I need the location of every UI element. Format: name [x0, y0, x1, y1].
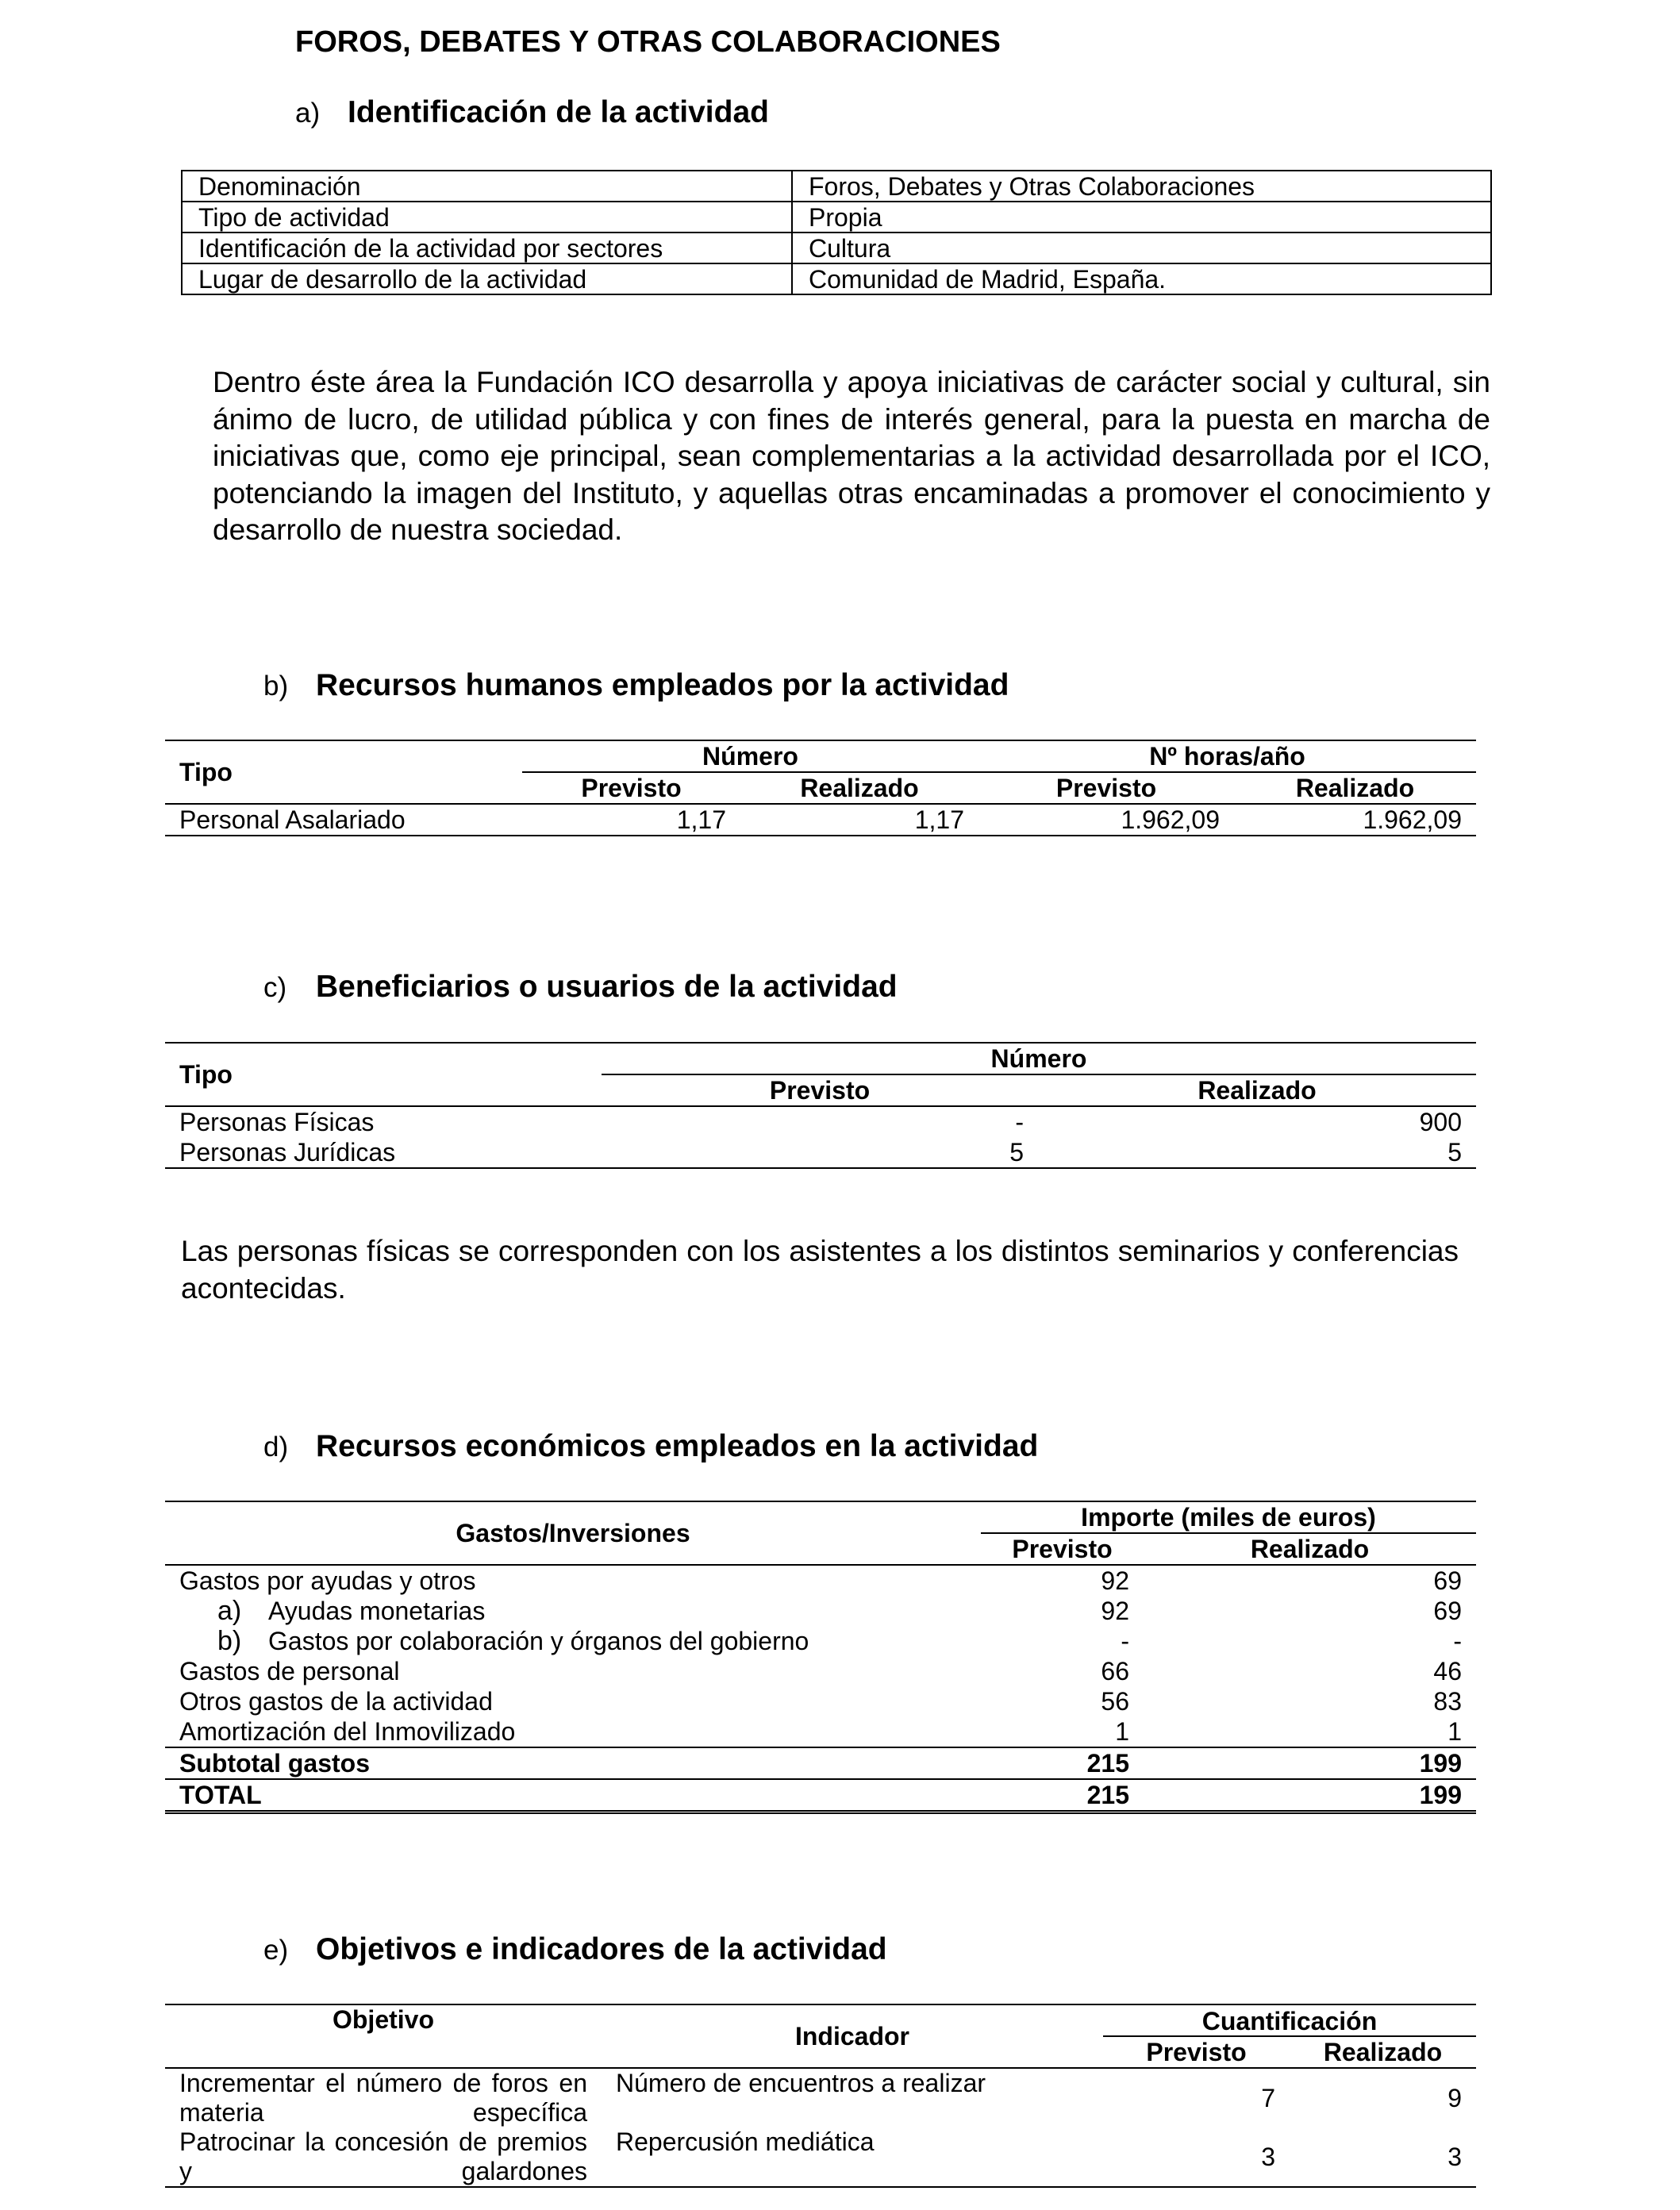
cell-label: Otros gastos de la actividad [179, 1687, 493, 1716]
cell-num-realizado: 1,17 [914, 805, 964, 834]
cell-realizado: 9 [1447, 2084, 1462, 2112]
section-d-letter: d) [263, 1432, 289, 1462]
section-e-heading [263, 1932, 887, 1967]
cell-indicador: Repercusión mediática [616, 2127, 875, 2156]
total-row [165, 1779, 1476, 1812]
col-indicador: Indicador [794, 2022, 909, 2050]
cell-objetivo: Patrocinar la concesión de premios y galardones [179, 2127, 587, 2185]
id-label: Identificación de la actividad por sectores [182, 233, 792, 263]
item-letter: a) [217, 1596, 242, 1626]
col-previsto: Previsto [1012, 1535, 1113, 1563]
id-label: Lugar de desarrollo de la actividad [182, 263, 792, 294]
col-tipo: Tipo [179, 758, 233, 786]
cell-tipo: Personas Físicas [179, 1108, 375, 1136]
subtotal-label: Subtotal gastos [179, 1749, 371, 1778]
col-objetivo: Objetivo [332, 2005, 434, 2034]
section-e-title: Objetivos e indicadores de la actividad [316, 1932, 887, 1966]
table-row [182, 171, 1491, 202]
col-gastos: Gastos/Inversiones [456, 1519, 690, 1547]
subtotal-previsto: 215 [1086, 1749, 1129, 1778]
item-label: Ayudas monetarias [268, 1597, 486, 1625]
section-a-title: Identificación de la actividad [348, 95, 769, 129]
col-previsto: Previsto [1146, 2038, 1247, 2066]
section-e-letter: e) [263, 1935, 289, 1966]
table-row [165, 2127, 1476, 2187]
col-numero: Número [522, 740, 978, 772]
col-previsto: Previsto [581, 774, 682, 802]
objectives-table [165, 2004, 1476, 2188]
total-label: TOTAL [179, 1781, 262, 1809]
cell-previsto: 5 [1009, 1138, 1024, 1166]
section-b-title: Recursos humanos empleados por la actividad [316, 668, 1009, 702]
item-label: Gastos por colaboración y órganos del gobierno [268, 1627, 809, 1655]
economic-resources-table [165, 1501, 1476, 1814]
cell-realizado: 46 [1433, 1657, 1462, 1685]
human-resources-table [165, 740, 1476, 836]
col-cuantificacion: Cuantificación [1103, 2004, 1476, 2036]
cell-previsto: - [1015, 1108, 1024, 1136]
col-realizado: Realizado [800, 774, 919, 802]
cell-tipo: Personal Asalariado [179, 805, 406, 834]
cell-realizado: 5 [1447, 1138, 1462, 1166]
beneficiaries-table [165, 1042, 1476, 1169]
section-a-heading [295, 95, 769, 130]
table-row [182, 263, 1491, 294]
cell-previsto: 56 [1101, 1687, 1129, 1716]
total-previsto: 215 [1086, 1781, 1129, 1809]
table-row [165, 1686, 1476, 1716]
id-value: Cultura [792, 233, 1491, 263]
cell-previsto: 1 [1115, 1717, 1129, 1746]
id-value: Comunidad de Madrid, España. [792, 263, 1491, 294]
id-value: Foros, Debates y Otras Colaboraciones [792, 171, 1491, 202]
cell-objetivo: Incrementar el número de foros en materia específica [179, 2069, 587, 2127]
cell-previsto: - [1121, 1627, 1129, 1655]
cell-previsto: 3 [1261, 2143, 1275, 2171]
table-header-row [165, 740, 1476, 772]
cell-realizado: 900 [1419, 1108, 1462, 1136]
col-tipo: Tipo [179, 1060, 233, 1089]
cell-realizado: 69 [1433, 1597, 1462, 1625]
cell-label: Gastos de personal [179, 1657, 400, 1685]
col-previsto: Previsto [769, 1076, 871, 1105]
table-row [165, 1716, 1476, 1747]
section-c-heading [263, 970, 898, 1005]
col-horas: Nº horas/año [978, 740, 1476, 772]
table-header-row [165, 1501, 1476, 1533]
cell-realizado: - [1453, 1627, 1462, 1655]
section-d-title: Recursos económicos empleados en la actividad [316, 1429, 1039, 1463]
cell-label: Amortización del Inmovilizado [179, 1717, 516, 1746]
page-title: FOROS, DEBATES Y OTRAS COLABORACIONES [295, 25, 1001, 59]
cell-previsto: 92 [1101, 1597, 1129, 1625]
table-row [165, 1137, 1476, 1168]
table-row [165, 1106, 1476, 1137]
table-header-row [165, 1043, 1476, 1074]
cell-tipo: Personas Jurídicas [179, 1138, 396, 1166]
cell-previsto: 92 [1101, 1566, 1129, 1595]
section-d-heading [263, 1429, 1038, 1464]
section-c-letter: c) [263, 972, 287, 1003]
total-realizado: 199 [1419, 1781, 1462, 1809]
cell-horas-previsto: 1.962,09 [1121, 805, 1220, 834]
cell-realizado: 3 [1447, 2143, 1462, 2171]
cell-realizado: 83 [1433, 1687, 1462, 1716]
cell-label [165, 1596, 981, 1626]
section-a-letter: a) [295, 98, 321, 129]
col-previsto: Previsto [1055, 774, 1157, 802]
cell-num-previsto: 1,17 [676, 805, 726, 834]
table-row [165, 2068, 1476, 2127]
cell-label [165, 1626, 981, 1656]
cell-horas-realizado: 1.962,09 [1363, 805, 1462, 834]
col-realizado: Realizado [1250, 1535, 1370, 1563]
section-c-title: Beneficiarios o usuarios de la actividad [316, 970, 898, 1004]
col-importe: Importe (miles de euros) [981, 1501, 1476, 1533]
col-realizado: Realizado [1295, 774, 1415, 802]
table-row [165, 1565, 1476, 1596]
beneficiaries-note: Las personas físicas se corresponden con los asistentes a los distintos seminarios y conferencias acontecidas. [181, 1235, 1459, 1305]
table-row [165, 1596, 1476, 1626]
cell-previsto: 7 [1261, 2084, 1275, 2112]
col-realizado: Realizado [1198, 1076, 1317, 1105]
section-b-heading [263, 668, 1009, 703]
subtotal-realizado: 199 [1419, 1749, 1462, 1778]
col-realizado: Realizado [1323, 2038, 1443, 2066]
subtotal-row [165, 1747, 1476, 1779]
table-row [165, 1626, 1476, 1656]
table-row [182, 233, 1491, 263]
cell-realizado: 1 [1447, 1717, 1462, 1746]
id-label: Tipo de actividad [182, 202, 792, 233]
section-b-letter: b) [263, 671, 289, 701]
table-row [182, 202, 1491, 233]
col-numero: Número [602, 1043, 1476, 1074]
id-label: Denominación [182, 171, 792, 202]
table-row [165, 804, 1476, 836]
identification-table [181, 170, 1492, 295]
cell-label: Gastos por ayudas y otros [179, 1566, 476, 1595]
cell-previsto: 66 [1101, 1657, 1129, 1685]
table-row [165, 1656, 1476, 1686]
cell-indicador: Número de encuentros a realizar [616, 2069, 986, 2097]
table-header-row [165, 2004, 1476, 2036]
item-letter: b) [217, 1626, 242, 1656]
cell-realizado: 69 [1433, 1566, 1462, 1595]
id-value: Propia [792, 202, 1491, 233]
activity-description: Dentro éste área la Fundación ICO desarrolla y apoya iniciativas de carácter social y cultural, sin ánimo de lucro, de utilidad pública y con fines de interés general, para la puesta en marcha de iniciativas que, como eje principal, sean complementarias a la actividad desarrollada por el ICO, potenciando la imagen del Instituto, y aquellas otras encaminadas a promover el conocimiento y desarrollo de nuestra sociedad. [213, 366, 1490, 546]
